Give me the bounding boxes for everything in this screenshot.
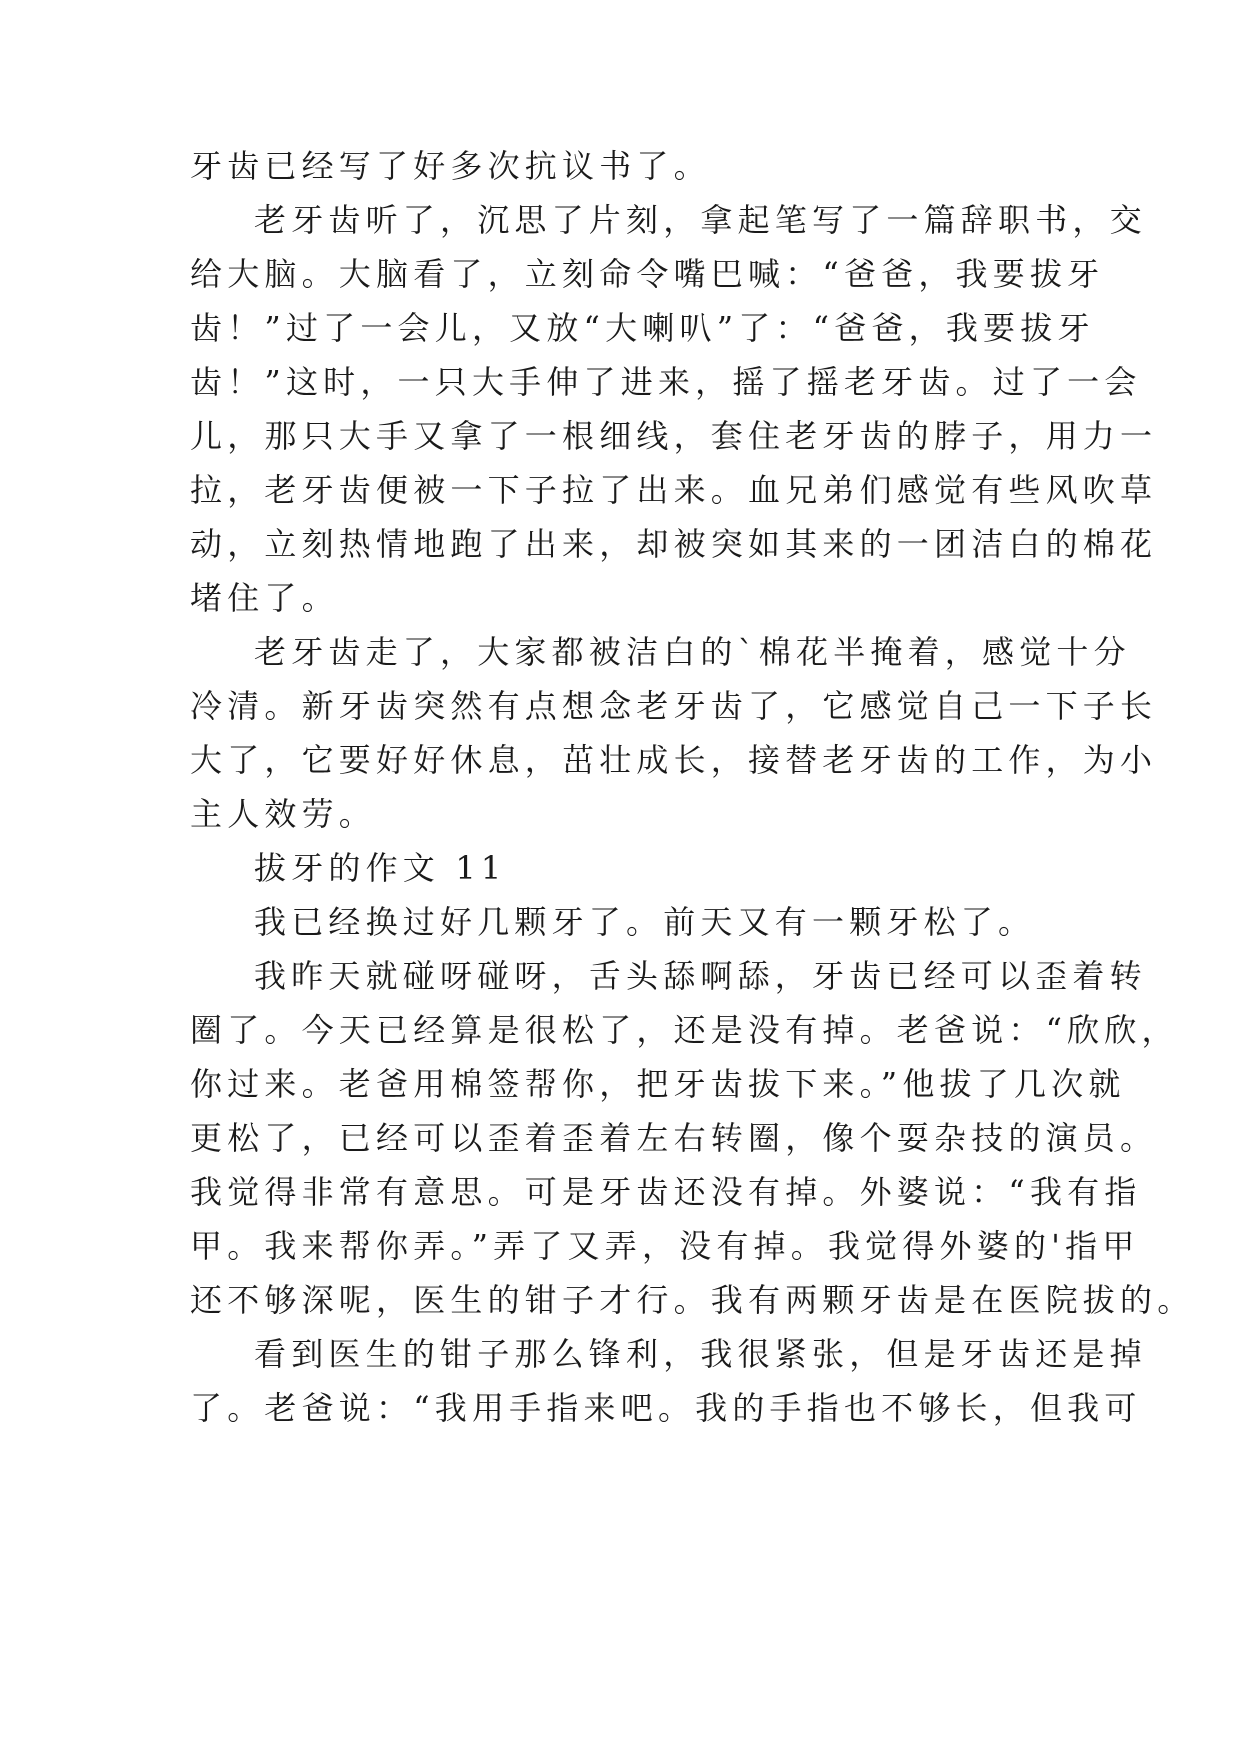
text-line: 老牙齿走了，大家都被洁白的`棉花半掩着，感觉十分 bbox=[254, 633, 1131, 671]
text-line: 甲。我来帮你弄。”弄了又弄，没有掉。我觉得外婆的'指甲 bbox=[190, 1227, 1140, 1265]
text-line: 牙齿已经写了好多次抗议书了。 bbox=[190, 147, 711, 185]
text-line: 更松了，已经可以歪着歪着左右转圈，像个耍杂技的演员。 bbox=[190, 1119, 1158, 1157]
text-line: 主人效劳。 bbox=[190, 795, 377, 833]
section-heading: 拔牙的作文 11 bbox=[254, 849, 507, 887]
text-line: 圈了。今天已经算是很松了，还是没有掉。老爸说：“欣欣， bbox=[190, 1011, 1179, 1049]
text-line: 拉，老牙齿便被一下子拉了出来。血兄弟们感觉有些风吹草 bbox=[190, 471, 1158, 509]
text-line: 了。老爸说：“我用手指来吧。我的手指也不够长，但我可 bbox=[190, 1389, 1142, 1427]
text-line: 还不够深呢，医生的钳子才行。我有两颗牙齿是在医院拔的。 bbox=[190, 1281, 1195, 1319]
text-line: 冷清。新牙齿突然有点想念老牙齿了，它感觉自己一下子长 bbox=[190, 687, 1158, 725]
text-line: 老牙齿听了，沉思了片刻，拿起笔写了一篇辞职书，交 bbox=[254, 201, 1147, 239]
text-line: 齿！”这时，一只大手伸了进来，摇了摇老牙齿。过了一会 bbox=[190, 363, 1142, 401]
text-line: 我觉得非常有意思。可是牙齿还没有掉。外婆说：“我有指 bbox=[190, 1173, 1142, 1211]
text-line: 儿，那只大手又拿了一根细线，套住老牙齿的脖子，用力一 bbox=[190, 417, 1158, 455]
text-line: 堵住了。 bbox=[190, 579, 339, 617]
text-line: 大了，它要好好休息，茁壮成长，接替老牙齿的工作，为小 bbox=[190, 741, 1158, 779]
text-line: 我已经换过好几颗牙了。前天又有一颗牙松了。 bbox=[254, 903, 1036, 941]
text-line: 动，立刻热情地跑了出来，却被突如其来的一团洁白的棉花 bbox=[190, 525, 1158, 563]
text-line: 齿！”过了一会儿，又放“大喇叭”了：“爸爸，我要拔牙 bbox=[190, 309, 1095, 347]
text-line: 我昨天就碰呀碰呀，舌头舔啊舔，牙齿已经可以歪着转 bbox=[254, 957, 1147, 995]
text-line: 看到医生的钳子那么锋利，我很紧张，但是牙齿还是掉 bbox=[254, 1335, 1147, 1373]
text-line: 你过来。老爸用棉签帮你，把牙齿拔下来。”他拔了几次就 bbox=[190, 1065, 1126, 1103]
text-line: 给大脑。大脑看了，立刻命令嘴巴喊：“爸爸，我要拔牙 bbox=[190, 255, 1105, 293]
